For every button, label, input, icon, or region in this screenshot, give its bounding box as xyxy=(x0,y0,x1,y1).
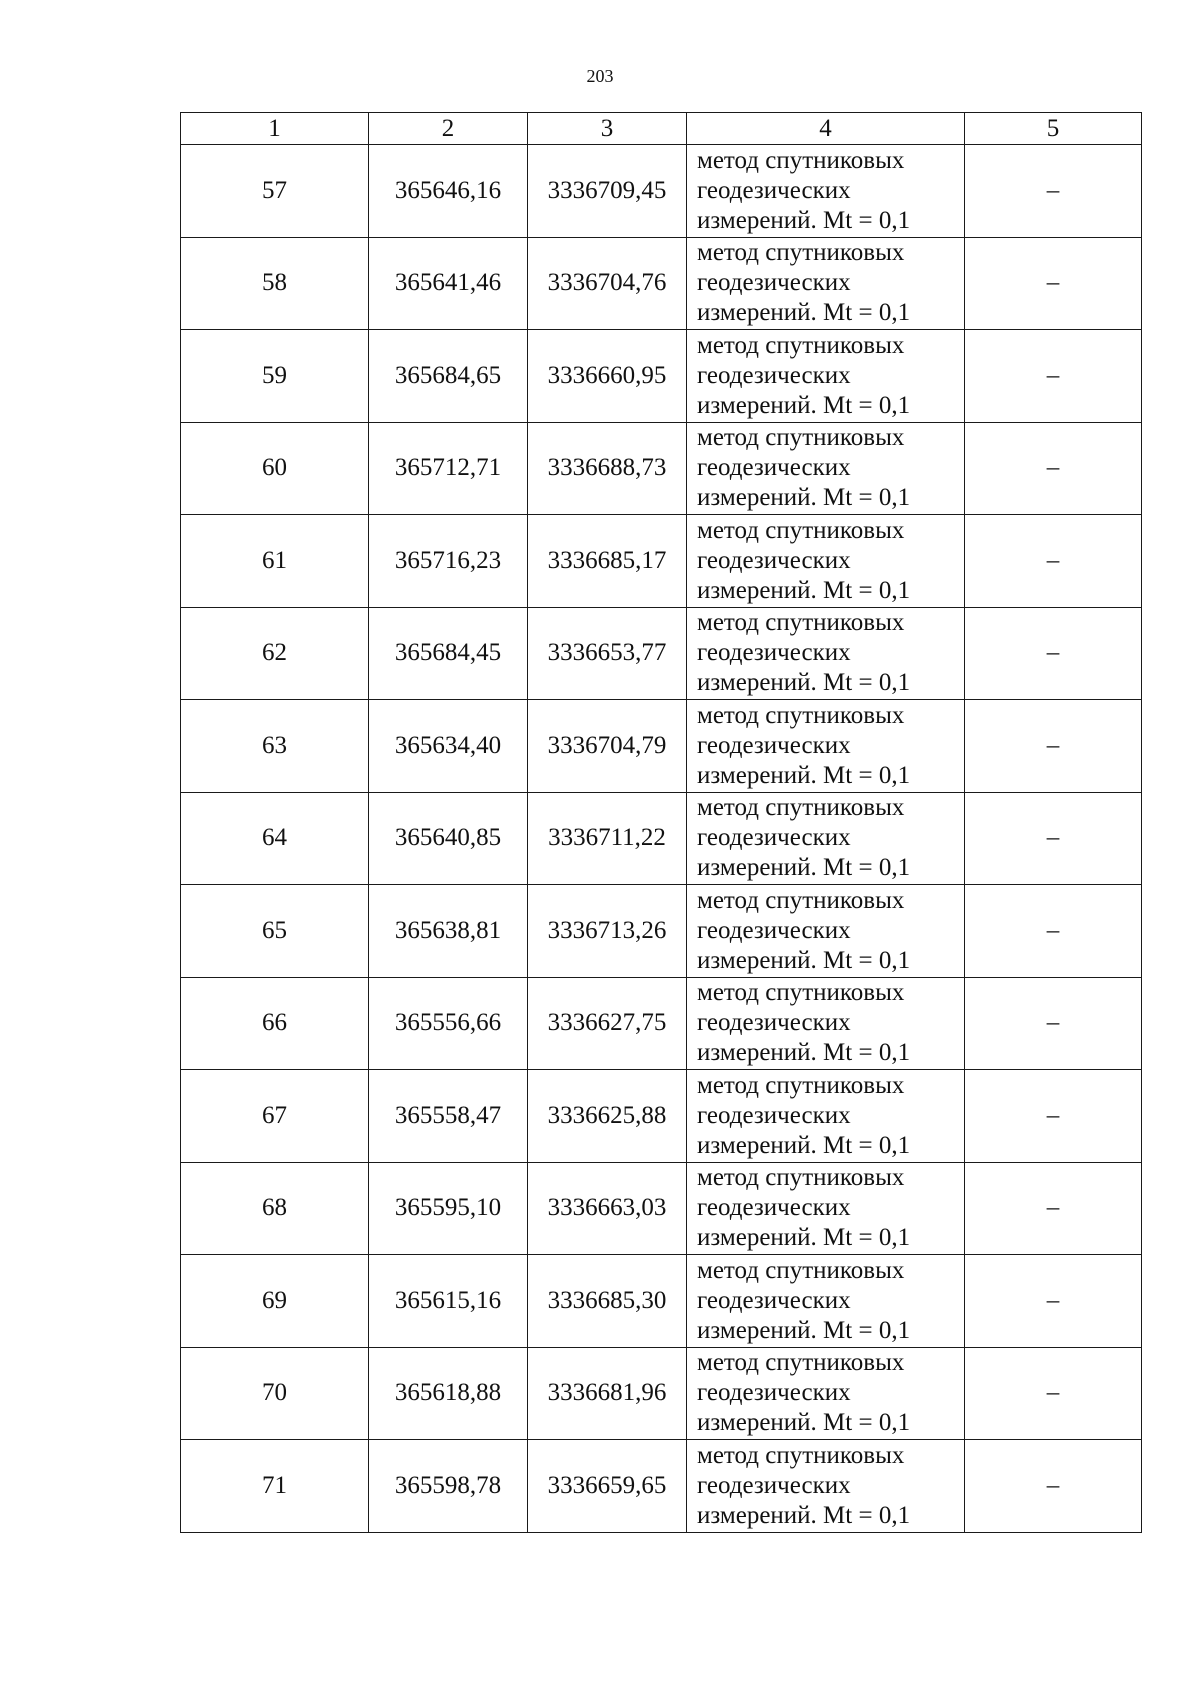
point-number-cell: 59 xyxy=(181,330,369,423)
x-coordinate-cell: 365684,65 xyxy=(369,330,528,423)
x-coordinate-cell: 365634,40 xyxy=(369,700,528,793)
x-coordinate-cell: 365556,66 xyxy=(369,977,528,1070)
point-number-cell: 58 xyxy=(181,237,369,330)
table-row xyxy=(181,1347,1142,1440)
method-cell: метод спутниковых геодезических измерений. Mt = 0,1 xyxy=(687,515,965,608)
y-coordinate-cell: 3336704,79 xyxy=(528,700,687,793)
table-body xyxy=(181,145,1142,1533)
note-cell: – xyxy=(965,237,1142,330)
method-cell: метод спутниковых геодезических измерений. Mt = 0,1 xyxy=(687,1255,965,1348)
table-row xyxy=(181,977,1142,1070)
y-coordinate-cell: 3336704,76 xyxy=(528,237,687,330)
y-coordinate-cell: 3336688,73 xyxy=(528,422,687,515)
note-cell: – xyxy=(965,330,1142,423)
method-cell: метод спутниковых геодезических измерений. Mt = 0,1 xyxy=(687,700,965,793)
x-coordinate-cell: 365598,78 xyxy=(369,1440,528,1533)
note-cell: – xyxy=(965,700,1142,793)
note-cell: – xyxy=(965,145,1142,238)
method-cell: метод спутниковых геодезических измерений. Mt = 0,1 xyxy=(687,422,965,515)
point-number-cell: 60 xyxy=(181,422,369,515)
table-row xyxy=(181,792,1142,885)
method-cell: метод спутниковых геодезических измерений. Mt = 0,1 xyxy=(687,792,965,885)
method-cell: метод спутниковых геодезических измерений. Mt = 0,1 xyxy=(687,237,965,330)
x-coordinate-cell: 365712,71 xyxy=(369,422,528,515)
method-cell: метод спутниковых геодезических измерений. Mt = 0,1 xyxy=(687,977,965,1070)
point-number-cell: 64 xyxy=(181,792,369,885)
table-row xyxy=(181,1162,1142,1255)
table-row xyxy=(181,607,1142,700)
table-row xyxy=(181,145,1142,238)
coordinates-table xyxy=(180,112,1142,1533)
note-cell: – xyxy=(965,1347,1142,1440)
note-cell: – xyxy=(965,607,1142,700)
note-cell: – xyxy=(965,1255,1142,1348)
note-cell: – xyxy=(965,1070,1142,1163)
method-cell: метод спутниковых геодезических измерений. Mt = 0,1 xyxy=(687,1440,965,1533)
column-header-2: 2 xyxy=(369,113,528,145)
page-number: 203 xyxy=(586,66,614,86)
x-coordinate-cell: 365615,16 xyxy=(369,1255,528,1348)
note-cell: – xyxy=(965,1440,1142,1533)
y-coordinate-cell: 3336685,17 xyxy=(528,515,687,608)
column-header-5: 5 xyxy=(965,113,1142,145)
point-number-cell: 57 xyxy=(181,145,369,238)
y-coordinate-cell: 3336653,77 xyxy=(528,607,687,700)
x-coordinate-cell: 365641,46 xyxy=(369,237,528,330)
table-row xyxy=(181,515,1142,608)
point-number-cell: 68 xyxy=(181,1162,369,1255)
y-coordinate-cell: 3336711,22 xyxy=(528,792,687,885)
y-coordinate-cell: 3336659,65 xyxy=(528,1440,687,1533)
column-header-3: 3 xyxy=(528,113,687,145)
table-row xyxy=(181,330,1142,423)
method-cell: метод спутниковых геодезических измерений. Mt = 0,1 xyxy=(687,330,965,423)
x-coordinate-cell: 365618,88 xyxy=(369,1347,528,1440)
table-row xyxy=(181,1440,1142,1533)
y-coordinate-cell: 3336663,03 xyxy=(528,1162,687,1255)
column-header-4: 4 xyxy=(687,113,965,145)
x-coordinate-cell: 365595,10 xyxy=(369,1162,528,1255)
table-row xyxy=(181,885,1142,978)
point-number-cell: 71 xyxy=(181,1440,369,1533)
method-cell: метод спутниковых геодезических измерений. Mt = 0,1 xyxy=(687,607,965,700)
point-number-cell: 61 xyxy=(181,515,369,608)
y-coordinate-cell: 3336681,96 xyxy=(528,1347,687,1440)
table-row xyxy=(181,1255,1142,1348)
x-coordinate-cell: 365638,81 xyxy=(369,885,528,978)
note-cell: – xyxy=(965,792,1142,885)
method-cell: метод спутниковых геодезических измерений. Mt = 0,1 xyxy=(687,1162,965,1255)
x-coordinate-cell: 365684,45 xyxy=(369,607,528,700)
y-coordinate-cell: 3336660,95 xyxy=(528,330,687,423)
method-cell: метод спутниковых геодезических измерений. Mt = 0,1 xyxy=(687,885,965,978)
x-coordinate-cell: 365716,23 xyxy=(369,515,528,608)
y-coordinate-cell: 3336625,88 xyxy=(528,1070,687,1163)
x-coordinate-cell: 365646,16 xyxy=(369,145,528,238)
method-cell: метод спутниковых геодезических измерений. Mt = 0,1 xyxy=(687,1070,965,1163)
table-row xyxy=(181,422,1142,515)
y-coordinate-cell: 3336713,26 xyxy=(528,885,687,978)
table-row xyxy=(181,1070,1142,1163)
note-cell: – xyxy=(965,977,1142,1070)
method-cell: метод спутниковых геодезических измерений. Mt = 0,1 xyxy=(687,1347,965,1440)
method-cell: метод спутниковых геодезических измерений. Mt = 0,1 xyxy=(687,145,965,238)
table-row xyxy=(181,237,1142,330)
point-number-cell: 67 xyxy=(181,1070,369,1163)
note-cell: – xyxy=(965,515,1142,608)
table-row xyxy=(181,700,1142,793)
note-cell: – xyxy=(965,422,1142,515)
note-cell: – xyxy=(965,885,1142,978)
y-coordinate-cell: 3336709,45 xyxy=(528,145,687,238)
point-number-cell: 62 xyxy=(181,607,369,700)
point-number-cell: 66 xyxy=(181,977,369,1070)
x-coordinate-cell: 365558,47 xyxy=(369,1070,528,1163)
header-row xyxy=(181,113,1142,145)
point-number-cell: 69 xyxy=(181,1255,369,1348)
table-header xyxy=(181,113,1142,145)
point-number-cell: 63 xyxy=(181,700,369,793)
x-coordinate-cell: 365640,85 xyxy=(369,792,528,885)
note-cell: – xyxy=(965,1162,1142,1255)
column-header-1: 1 xyxy=(181,113,369,145)
point-number-cell: 65 xyxy=(181,885,369,978)
y-coordinate-cell: 3336685,30 xyxy=(528,1255,687,1348)
y-coordinate-cell: 3336627,75 xyxy=(528,977,687,1070)
point-number-cell: 70 xyxy=(181,1347,369,1440)
